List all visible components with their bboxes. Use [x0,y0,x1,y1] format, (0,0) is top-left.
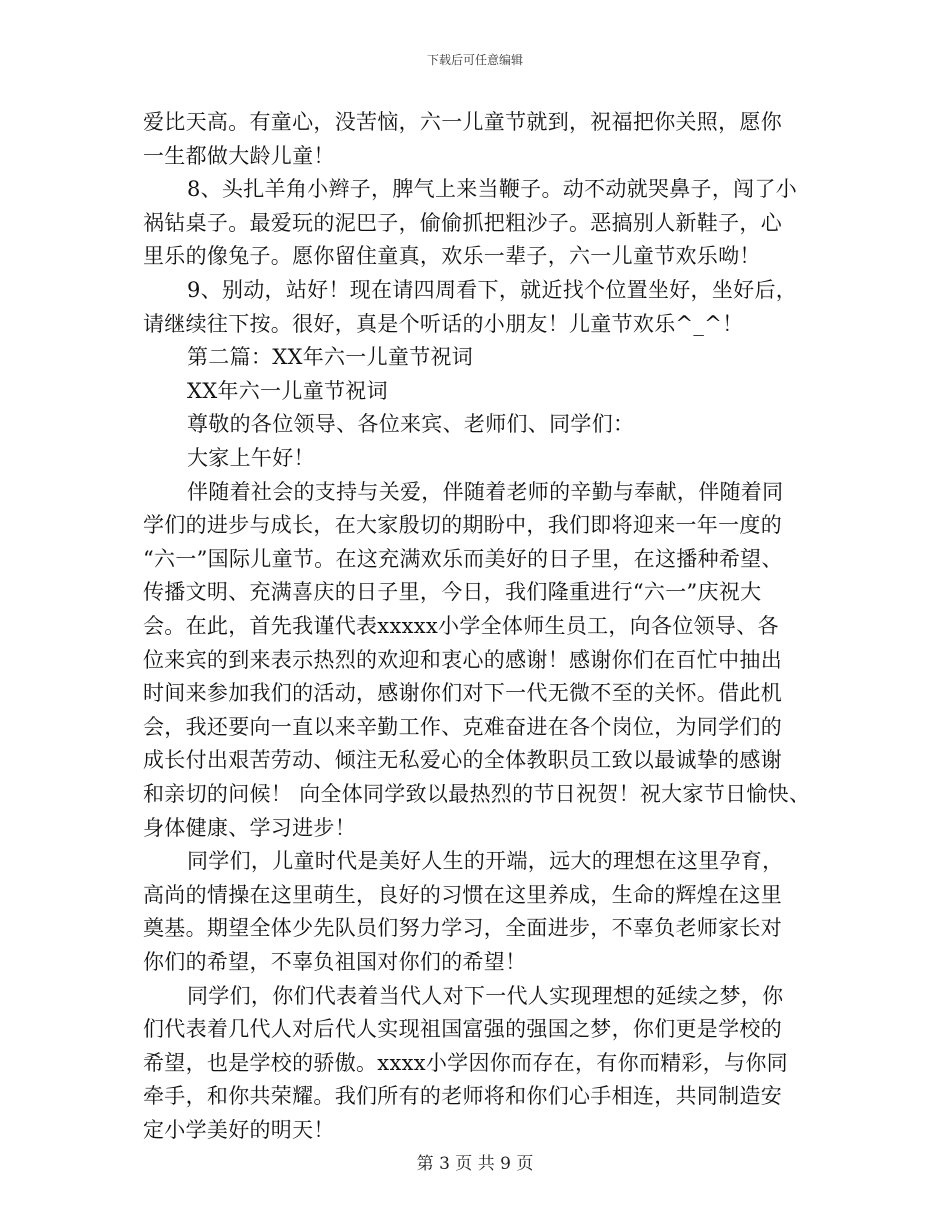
paragraph-first-line: 尊敬的各位领导、各位来宾、老师们、同学们： [187,412,635,437]
text-line: 一生都做大龄儿童！ [143,143,335,168]
paragraph-first-line: 9、别动，站好！现在请四周看下，就近找个位置坐好，坐好后， [187,278,798,302]
text-line: 奠基。期望全体少先队员们努力学习，全面进步，不辜负老师家长对 [143,916,782,941]
paragraph-first-line: 8、头扎羊角小辫子，脾气上来当鞭子。动不动就哭鼻子，闯了小 [187,177,798,202]
paragraph-first-line: XX年六一儿童节祝词 [187,378,388,403]
text-line: 身体健康、学习进步！ [143,815,356,840]
text-line: 时间来参加我们的活动，感谢你们对下一代无微不至的关怀。借此机 [143,681,782,706]
text-line: 高尚的情操在这里萌生，良好的习惯在这里养成，生命的辉煌在这里 [143,882,782,907]
text-line: 定小学美好的明天！ [143,1118,335,1142]
text-line: 你们的希望，不辜负祖国对你们的希望！ [143,950,527,974]
page-number-footer: 第 3 页 共 9 页 [416,1154,534,1174]
text-line: 位来宾的到来表示热烈的欢迎和衷心的感谢！感谢你们在百忙中抽出 [143,647,782,672]
text-line: 成长付出艰苦劳动、倾注无私爱心的全体教职员工致以最诚挚的感谢 [143,748,782,773]
text-line: 祸钻桌子。最爱玩的泥巴子，偷偷抓把粗沙子。恶搞别人新鞋子，心 [143,210,782,235]
paragraph-first-line: 大家上午好！ [187,446,315,470]
text-line: 请继续往下按。很好，真是个听话的小朋友！儿童节欢乐^_^！ [143,311,744,336]
text-line: 希望，也是学校的骄傲。xxxx小学因你而存在，有你而精彩，与你同 [143,1050,788,1075]
page-header: 下载后可任意编辑 [426,53,523,67]
paragraph-first-line: 伴随着社会的支持与关爱，伴随着老师的辛勤与奉献，伴随着同 [187,479,784,504]
text-line: 里乐的像兔子。愿你留住童真，欢乐一辈子，六一儿童节欢乐呦！ [143,244,761,269]
text-line: 会，我还要向一直以来辛勤工作、克难奋进在各个岗位，为同学们的 [143,714,782,739]
text-line: 学们的进步与成长，在大家殷切的期盼中，我们即将迎来一年一度的 [143,513,782,538]
paragraph-first-line: 第二篇：XX年六一儿童节祝词 [187,345,474,370]
text-line: “六一”国际儿童节。在这充满欢乐而美好的日子里，在这播种希望、 [143,546,783,571]
text-line: 传播文明、充满喜庆的日子里，今日，我们隆重进行“六一”庆祝大 [143,580,762,605]
text-line: 会。在此，首先我谨代表xxxxx小学全体师生员工，向各位领导、各 [143,614,779,638]
text-line: 牵手，和你共荣耀。我们所有的老师将和你们心手相连，共同制造安 [143,1084,782,1109]
paragraph-first-line: 同学们，儿童时代是美好人生的开端，远大的理想在这里孕育， [187,849,784,874]
text-line: 爱比天高。有童心，没苦恼，六一儿童节就到，祝福把你关照，愿你 [143,110,782,134]
text-line: 们代表着几代人对后代人实现祖国富强的强国之梦，你们更是学校的 [143,1017,782,1042]
paragraph-first-line: 同学们，你们代表着当代人对下一代人实现理想的延续之梦，你 [187,983,784,1008]
text-line: 和亲切的问候！ 向全体同学致以最热烈的节日祝贺！祝大家节日愉快、 [143,782,811,806]
